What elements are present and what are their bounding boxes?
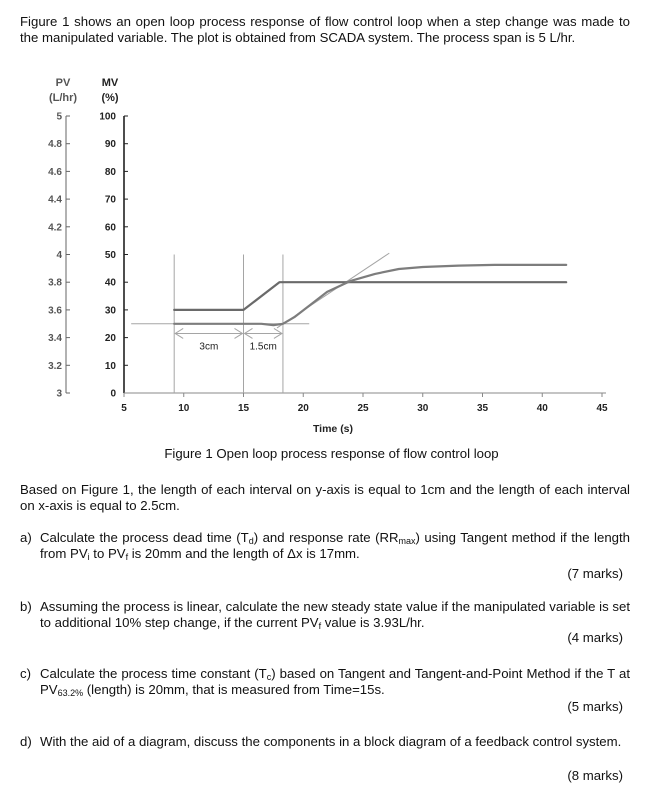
mv-tick-label: 90 bbox=[104, 139, 116, 151]
pv-tick-label: 4.8 bbox=[48, 139, 62, 151]
question-a bbox=[20, 530, 630, 561]
pv-series-line bbox=[174, 265, 566, 325]
question-c bbox=[20, 666, 630, 697]
mv-tick-label: 10 bbox=[104, 360, 116, 372]
intro-text: Figure 1 shows an open loop process response of flow control loop when a step change was made to the manipulated variable. The plot is obtained from SCADA system. The process span is 5 L/hr. bbox=[20, 14, 630, 45]
pv-tick-label: 3.8 bbox=[48, 277, 62, 289]
pv-tick-label: 4.2 bbox=[48, 222, 62, 234]
mv-tick-label: 0 bbox=[110, 388, 116, 400]
question-label: c) bbox=[20, 666, 31, 681]
pv-tick-label: 4.6 bbox=[48, 166, 62, 178]
question-marks: (4 marks) bbox=[567, 630, 623, 645]
mv-axis-label: MV bbox=[101, 77, 119, 89]
pv-tick-label: 3.6 bbox=[48, 305, 62, 317]
mv-series-line bbox=[174, 282, 566, 310]
question-text: With the aid of a diagram, discuss the components in a block diagram of a feedback control system. bbox=[40, 734, 622, 749]
question-marks: (5 marks) bbox=[567, 699, 623, 714]
time-tick-label: 35 bbox=[476, 403, 489, 414]
mv-tick-label: 30 bbox=[104, 305, 116, 317]
time-tick-label: 5 bbox=[121, 403, 127, 414]
question-text: Assuming the process is linear, calculate the new steady state value if the manipulated variable is set to additional 10% step change, if the current $PV_f$ value is 3.93L/hr. bbox=[40, 599, 630, 631]
question-label: a) bbox=[20, 530, 32, 545]
figure-caption: Figure 1 Open loop process response of flow control loop bbox=[164, 446, 499, 461]
question-marks: (8 marks) bbox=[567, 768, 623, 783]
mv-tick-label: 40 bbox=[104, 277, 116, 289]
time-axis-label: Time (s) bbox=[312, 423, 354, 435]
pv-tick-label: 3.2 bbox=[48, 360, 62, 372]
question-b bbox=[20, 599, 630, 630]
mv-tick-label: 100 bbox=[99, 111, 116, 123]
pv-tick-label: 5 bbox=[56, 111, 62, 123]
question-text: Calculate the process time constant $(T_c)$ based on Tangent and Tangent-and-Point Method if the T at $PV_{63.2\%}$ (length) is 20mm, that is measured from Time=15s. bbox=[40, 666, 630, 698]
pv-axis-unit: (L/hr) bbox=[48, 92, 78, 104]
question-label: d) bbox=[20, 734, 32, 749]
time-tick-label: 45 bbox=[596, 403, 608, 414]
pv-tick-label: 3 bbox=[56, 388, 62, 400]
mv-tick-label: 20 bbox=[104, 333, 116, 345]
pv-tick-label: 4 bbox=[56, 250, 62, 261]
pv-axis-label: PV bbox=[55, 77, 71, 89]
mv-axis-unit: (%) bbox=[101, 92, 119, 104]
question-d bbox=[20, 734, 630, 750]
question-marks: (7 marks) bbox=[567, 566, 623, 581]
mv-tick-label: 70 bbox=[104, 194, 116, 206]
mv-tick-label: 50 bbox=[104, 250, 116, 261]
mv-tick-label: 60 bbox=[104, 222, 116, 234]
time-tick-label: 30 bbox=[417, 403, 429, 414]
response-chart bbox=[0, 72, 663, 444]
time-tick-label: 25 bbox=[357, 403, 369, 414]
dimension-label: 1.5cm bbox=[249, 341, 277, 353]
time-tick-label: 40 bbox=[536, 403, 548, 414]
time-tick-label: 10 bbox=[178, 403, 190, 414]
time-tick-label: 20 bbox=[297, 403, 309, 414]
interval-paragraph: Based on Figure 1, the length of each interval on y-axis is equal to 1cm and the length of each interval on x-axis is equal to 2.5cm. bbox=[20, 482, 630, 513]
pv-tick-label: 3.4 bbox=[48, 333, 62, 345]
mv-tick-label: 80 bbox=[104, 166, 116, 178]
pv-tick-label: 4.4 bbox=[48, 194, 62, 206]
time-tick-label: 15 bbox=[237, 403, 250, 414]
question-label: b) bbox=[20, 599, 32, 614]
dimension-label: 3cm bbox=[199, 341, 219, 353]
question-text: Calculate the process dead time $(T_d)$ and response rate $(RR_{max})$ using Tangent method if the length from $PV_i$ to $PV_f$ is 20mm and the length of Δx is 17mm. bbox=[40, 530, 630, 562]
